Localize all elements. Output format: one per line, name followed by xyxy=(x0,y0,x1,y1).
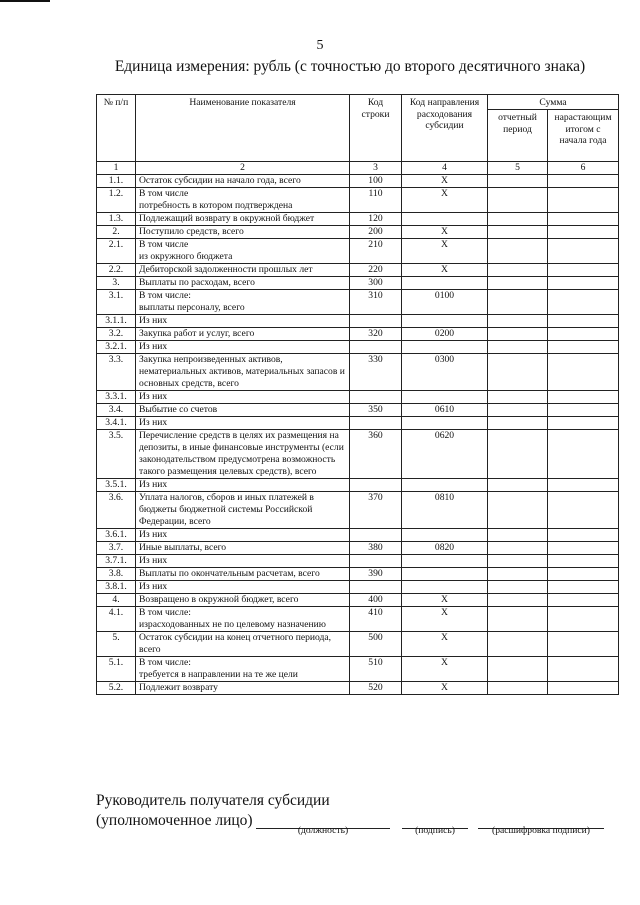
unit-of-measure-line: Единица измерения: рубль (с точностью до второго десятичного знака) xyxy=(114,58,586,75)
header-num: № п/п xyxy=(97,95,136,162)
row-code-cell xyxy=(350,341,402,354)
direction-code-cell xyxy=(402,213,488,226)
table-row xyxy=(97,492,619,529)
direction-code-cell xyxy=(402,417,488,430)
direction-code-cell: 0820 xyxy=(402,542,488,555)
row-number-cell: 3.1. xyxy=(97,290,136,315)
column-index-cell: 6 xyxy=(548,162,619,175)
row-code-cell: 330 xyxy=(350,354,402,391)
row-code-cell: 520 xyxy=(350,682,402,695)
row-number-cell: 3.8. xyxy=(97,568,136,581)
header-period: отчетный период xyxy=(488,110,548,162)
header-sum: Сумма xyxy=(488,95,619,110)
table-row xyxy=(97,682,619,695)
reporting-period-value-cell xyxy=(488,607,548,632)
table-row xyxy=(97,417,619,430)
cumulative-value-cell xyxy=(548,682,619,695)
row-number-cell: 4. xyxy=(97,594,136,607)
indicator-name-cell: Закупка работ и услуг, всего xyxy=(136,328,350,341)
row-number-cell: 3.6.1. xyxy=(97,529,136,542)
cumulative-value-cell xyxy=(548,264,619,277)
indicator-name-cell: Подлежит возврату xyxy=(136,682,350,695)
cumulative-value-cell xyxy=(548,404,619,417)
table-row xyxy=(97,632,619,657)
table-row xyxy=(97,188,619,213)
row-code-cell: 370 xyxy=(350,492,402,529)
direction-code-cell xyxy=(402,581,488,594)
direction-code-cell: X xyxy=(402,239,488,264)
row-number-cell: 3.4. xyxy=(97,404,136,417)
reporting-period-value-cell xyxy=(488,581,548,594)
indicator-name-cell: Из них xyxy=(136,479,350,492)
table-row xyxy=(97,341,619,354)
direction-code-cell: X xyxy=(402,594,488,607)
column-index-row xyxy=(97,162,619,175)
row-code-cell: 210 xyxy=(350,239,402,264)
row-number-cell: 1.3. xyxy=(97,213,136,226)
reporting-period-value-cell xyxy=(488,632,548,657)
indicator-name-cell: Из них xyxy=(136,391,350,404)
table-row xyxy=(97,391,619,404)
row-code-cell: 410 xyxy=(350,607,402,632)
row-code-cell: 310 xyxy=(350,290,402,315)
row-code-cell xyxy=(350,391,402,404)
row-code-cell: 120 xyxy=(350,213,402,226)
indicator-name-cell: Выбытие со счетов xyxy=(136,404,350,417)
cumulative-value-cell xyxy=(548,417,619,430)
footer-authorized-person: (уполномоченное лицо) xyxy=(96,812,253,829)
reporting-period-value-cell xyxy=(488,657,548,682)
row-number-cell: 3.2. xyxy=(97,328,136,341)
row-number-cell: 3.7.1. xyxy=(97,555,136,568)
row-code-cell: 300 xyxy=(350,277,402,290)
direction-code-cell: 0200 xyxy=(402,328,488,341)
row-number-cell: 1.2. xyxy=(97,188,136,213)
row-number-cell: 3.5. xyxy=(97,430,136,479)
cumulative-value-cell xyxy=(548,239,619,264)
reporting-period-value-cell xyxy=(488,226,548,239)
indicator-name-cell: Из них xyxy=(136,315,350,328)
row-number-cell: 5.1. xyxy=(97,657,136,682)
indicator-name-cell: Иные выплаты, всего xyxy=(136,542,350,555)
column-index-cell: 1 xyxy=(97,162,136,175)
direction-code-cell: X xyxy=(402,607,488,632)
direction-code-cell xyxy=(402,568,488,581)
row-code-cell: 360 xyxy=(350,430,402,479)
table-row xyxy=(97,555,619,568)
cumulative-value-cell xyxy=(548,328,619,341)
row-code-cell: 400 xyxy=(350,594,402,607)
indicator-name-cell: Выплаты по расходам, всего xyxy=(136,277,350,290)
indicator-name-cell: Дебиторской задолженности прошлых лет xyxy=(136,264,350,277)
cumulative-value-cell xyxy=(548,213,619,226)
reporting-period-value-cell xyxy=(488,404,548,417)
direction-code-cell xyxy=(402,529,488,542)
column-index-cell: 2 xyxy=(136,162,350,175)
row-number-cell: 3.3.1. xyxy=(97,391,136,404)
row-code-cell: 380 xyxy=(350,542,402,555)
reporting-period-value-cell xyxy=(488,290,548,315)
table-row xyxy=(97,213,619,226)
table-row xyxy=(97,277,619,290)
page-number: 5 xyxy=(316,38,324,53)
cumulative-value-cell xyxy=(548,430,619,479)
direction-code-cell: X xyxy=(402,188,488,213)
reporting-period-value-cell xyxy=(488,682,548,695)
table-row xyxy=(97,328,619,341)
row-code-cell xyxy=(350,529,402,542)
direction-code-cell xyxy=(402,555,488,568)
reporting-period-value-cell xyxy=(488,328,548,341)
table-row xyxy=(97,529,619,542)
reporting-period-value-cell xyxy=(488,529,548,542)
top-rule xyxy=(0,0,50,2)
cumulative-value-cell xyxy=(548,341,619,354)
row-code-cell xyxy=(350,479,402,492)
row-number-cell: 5.2. xyxy=(97,682,136,695)
reporting-period-value-cell xyxy=(488,492,548,529)
indicator-name-cell: В том числе потребность в котором подтверждена xyxy=(136,188,350,213)
reporting-period-value-cell xyxy=(488,479,548,492)
indicator-name-cell: Остаток субсидии на начало года, всего xyxy=(136,175,350,188)
cumulative-value-cell xyxy=(548,391,619,404)
cumulative-value-cell xyxy=(548,632,619,657)
table-row xyxy=(97,607,619,632)
row-code-cell: 500 xyxy=(350,632,402,657)
direction-code-cell xyxy=(402,341,488,354)
row-code-cell: 320 xyxy=(350,328,402,341)
reporting-period-value-cell xyxy=(488,213,548,226)
direction-code-cell: X xyxy=(402,682,488,695)
reporting-period-value-cell xyxy=(488,239,548,264)
cumulative-value-cell xyxy=(548,657,619,682)
row-code-cell xyxy=(350,417,402,430)
reporting-period-value-cell xyxy=(488,417,548,430)
table-row xyxy=(97,290,619,315)
indicator-name-cell: Уплата налогов, сборов и иных платежей в бюджеты бюджетной системы Российской Федерации, всего xyxy=(136,492,350,529)
direction-code-cell: X xyxy=(402,657,488,682)
indicator-name-cell: Возвращено в окружной бюджет, всего xyxy=(136,594,350,607)
cumulative-value-cell xyxy=(548,188,619,213)
direction-code-cell xyxy=(402,315,488,328)
reporting-period-value-cell xyxy=(488,430,548,479)
cumulative-value-cell xyxy=(548,290,619,315)
direction-code-cell: X xyxy=(402,226,488,239)
indicator-name-cell: Остаток субсидии на конец отчетного периода, всего xyxy=(136,632,350,657)
indicator-name-cell: В том числе: израсходованных не по целевому назначению xyxy=(136,607,350,632)
row-number-cell: 5. xyxy=(97,632,136,657)
direction-code-cell: X xyxy=(402,264,488,277)
row-code-cell: 110 xyxy=(350,188,402,213)
indicator-name-cell: Из них xyxy=(136,581,350,594)
row-number-cell: 3.8.1. xyxy=(97,581,136,594)
reporting-period-value-cell xyxy=(488,315,548,328)
table-row xyxy=(97,479,619,492)
table-row xyxy=(97,542,619,555)
cumulative-value-cell xyxy=(548,175,619,188)
reporting-period-value-cell xyxy=(488,568,548,581)
cumulative-value-cell xyxy=(548,529,619,542)
indicator-name-cell: Закупка непроизведенных активов, нематериальных активов, материальных запасов и основных средств, всего xyxy=(136,354,350,391)
cumulative-value-cell xyxy=(548,226,619,239)
direction-code-cell xyxy=(402,479,488,492)
reporting-period-value-cell xyxy=(488,188,548,213)
row-code-cell xyxy=(350,581,402,594)
direction-code-cell: X xyxy=(402,175,488,188)
column-index-cell: 4 xyxy=(402,162,488,175)
reporting-period-value-cell xyxy=(488,264,548,277)
indicator-name-cell: Из них xyxy=(136,529,350,542)
row-number-cell: 3. xyxy=(97,277,136,290)
direction-code-cell: X xyxy=(402,632,488,657)
cumulative-value-cell xyxy=(548,542,619,555)
table-row xyxy=(97,581,619,594)
cumulative-value-cell xyxy=(548,479,619,492)
table-row xyxy=(97,226,619,239)
column-index-cell: 5 xyxy=(488,162,548,175)
cumulative-value-cell xyxy=(548,315,619,328)
table-row xyxy=(97,657,619,682)
row-number-cell: 2. xyxy=(97,226,136,239)
caption-signature: (подпись) xyxy=(415,825,455,836)
indicator-name-cell: В том числе из окружного бюджета xyxy=(136,239,350,264)
row-code-cell: 100 xyxy=(350,175,402,188)
header-name: Наименование показателя xyxy=(136,95,350,162)
reporting-period-value-cell xyxy=(488,175,548,188)
direction-code-cell xyxy=(402,277,488,290)
reporting-period-value-cell xyxy=(488,555,548,568)
caption-position: (должность) xyxy=(297,825,349,836)
row-number-cell: 2.2. xyxy=(97,264,136,277)
direction-code-cell: 0810 xyxy=(402,492,488,529)
row-code-cell: 200 xyxy=(350,226,402,239)
row-number-cell: 4.1. xyxy=(97,607,136,632)
row-code-cell xyxy=(350,555,402,568)
indicator-name-cell: Из них xyxy=(136,341,350,354)
row-number-cell: 2.1. xyxy=(97,239,136,264)
table-row xyxy=(97,315,619,328)
reporting-period-value-cell xyxy=(488,354,548,391)
reporting-period-value-cell xyxy=(488,542,548,555)
header-direction: Код направления расходования субсидии xyxy=(402,95,488,162)
indicator-name-cell: Подлежащий возврату в окружной бюджет xyxy=(136,213,350,226)
direction-code-cell: 0100 xyxy=(402,290,488,315)
row-number-cell: 3.5.1. xyxy=(97,479,136,492)
cumulative-value-cell xyxy=(548,568,619,581)
cumulative-value-cell xyxy=(548,581,619,594)
table-row xyxy=(97,239,619,264)
direction-code-cell xyxy=(402,391,488,404)
row-number-cell: 3.4.1. xyxy=(97,417,136,430)
table-row xyxy=(97,264,619,277)
row-code-cell: 390 xyxy=(350,568,402,581)
row-number-cell: 3.6. xyxy=(97,492,136,529)
indicator-name-cell: Из них xyxy=(136,417,350,430)
column-index-cell: 3 xyxy=(350,162,402,175)
cumulative-value-cell xyxy=(548,607,619,632)
cumulative-value-cell xyxy=(548,354,619,391)
table-row xyxy=(97,175,619,188)
table-row xyxy=(97,354,619,391)
direction-code-cell: 0610 xyxy=(402,404,488,417)
row-number-cell: 3.7. xyxy=(97,542,136,555)
table-row xyxy=(97,568,619,581)
reporting-period-value-cell xyxy=(488,277,548,290)
row-code-cell xyxy=(350,315,402,328)
row-code-cell: 350 xyxy=(350,404,402,417)
indicator-name-cell: Перечисление средств в целях их размещения на депозиты, в иные финансовые инструменты (если законодательством предусмотрена возможность такого размещения целевых средств), всего xyxy=(136,430,350,479)
caption-decoding: (расшифровка подписи) xyxy=(492,825,590,836)
row-number-cell: 1.1. xyxy=(97,175,136,188)
indicator-name-cell: В том числе: требуется в направлении на те же цели xyxy=(136,657,350,682)
row-number-cell: 3.3. xyxy=(97,354,136,391)
indicator-name-cell: Выплаты по окончательным расчетам, всего xyxy=(136,568,350,581)
footer-head-title: Руководитель получателя субсидии xyxy=(96,792,330,809)
row-code-cell: 220 xyxy=(350,264,402,277)
reporting-period-value-cell xyxy=(488,341,548,354)
indicator-name-cell: Поступило средств, всего xyxy=(136,226,350,239)
row-number-cell: 3.1.1. xyxy=(97,315,136,328)
table-row xyxy=(97,594,619,607)
indicator-name-cell: Из них xyxy=(136,555,350,568)
indicator-name-cell: В том числе: выплаты персоналу, всего xyxy=(136,290,350,315)
direction-code-cell: 0300 xyxy=(402,354,488,391)
direction-code-cell: 0620 xyxy=(402,430,488,479)
header-code: Код строки xyxy=(350,95,402,162)
cumulative-value-cell xyxy=(548,555,619,568)
cumulative-value-cell xyxy=(548,594,619,607)
row-code-cell: 510 xyxy=(350,657,402,682)
cumulative-value-cell xyxy=(548,492,619,529)
reporting-period-value-cell xyxy=(488,391,548,404)
table-row xyxy=(97,430,619,479)
header-cumulative: нарастающим итогом с начала года xyxy=(548,110,619,162)
reporting-period-value-cell xyxy=(488,594,548,607)
subsidy-report-table xyxy=(96,94,619,695)
table-row xyxy=(97,404,619,417)
row-number-cell: 3.2.1. xyxy=(97,341,136,354)
cumulative-value-cell xyxy=(548,277,619,290)
